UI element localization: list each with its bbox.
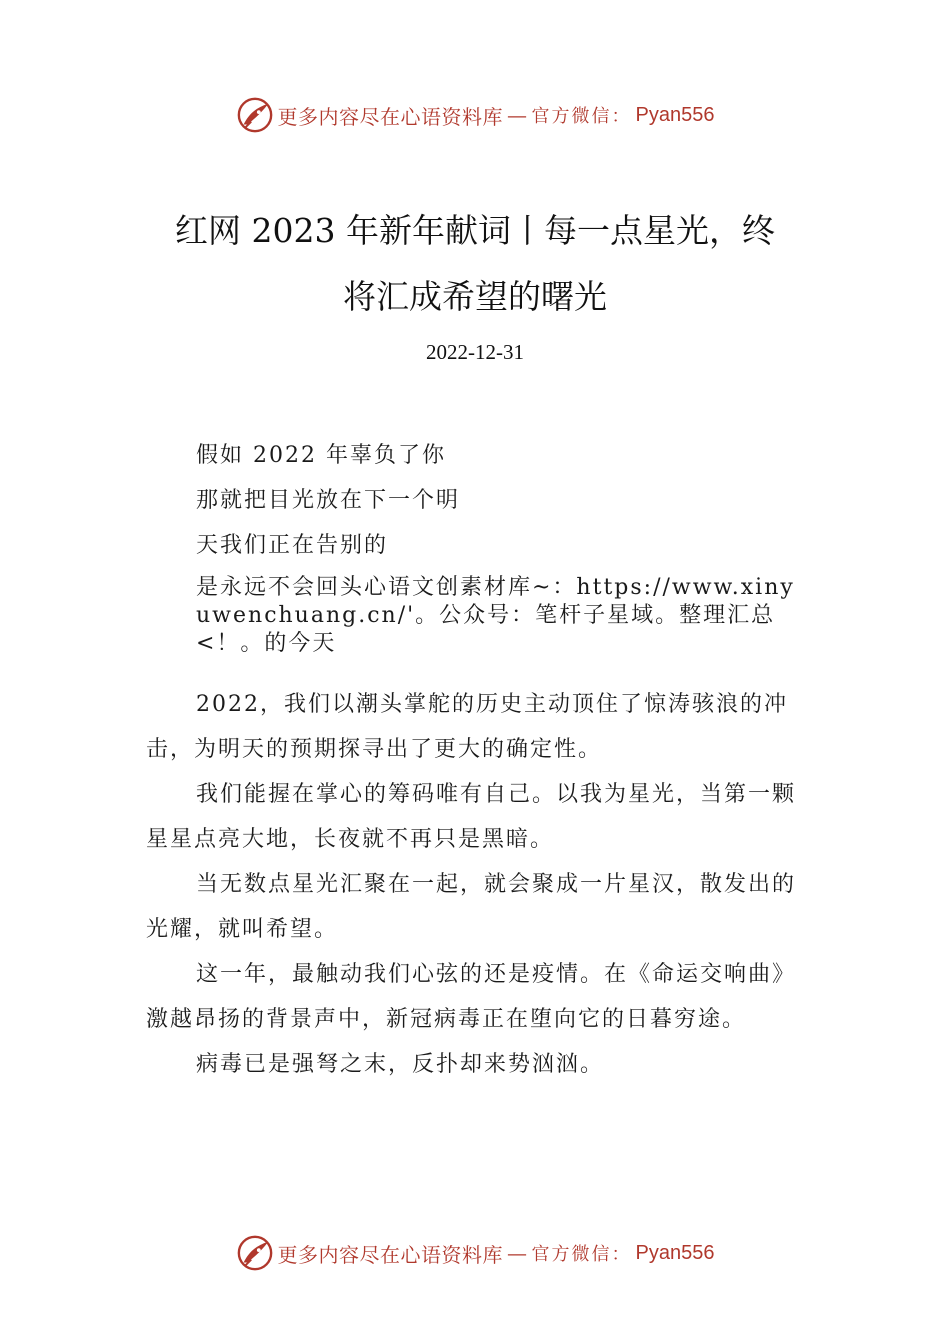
- footer-banner: [0, 1233, 950, 1273]
- title-line-1: 红网 2023 年新年献词丨每一点星光，终: [175, 211, 775, 250]
- paragraph: 病毒已是强弩之末，反扑却来势汹汹。: [196, 1052, 605, 1077]
- banner-wechat-label: 官方微信：: [531, 1244, 632, 1265]
- poem-line-with-link: 是永远不会回头心语文创素材库~：https://www.xinyuwenchuang.cn/'。公众号：笔杆子星域。整理汇总<！。的今天: [196, 575, 795, 656]
- banner-dash: —: [507, 1241, 528, 1265]
- pen-logo-icon: [236, 1234, 274, 1272]
- banner-text: 更多内容尽在心语资料库: [277, 1242, 504, 1267]
- article-body: [146, 433, 796, 1087]
- paragraph: 当无数点星光汇聚在一起，就会聚成一片星汉，散发出的光耀，就叫希望。: [146, 872, 797, 942]
- banner-dash: —: [507, 103, 528, 127]
- title-line-2: 将汇成希望的曙光: [343, 277, 607, 316]
- paragraph: 2022，我们以潮头掌舵的历史主动顶住了惊涛骇浪的冲击，为明天的预期探寻出了更大的确定性。: [146, 692, 788, 762]
- article-title: [140, 198, 810, 330]
- poem-line: 那就把目光放在下一个明: [196, 488, 461, 513]
- banner-wechat-id: Pyan556: [635, 103, 715, 126]
- header-banner: [0, 95, 950, 135]
- poem-line: 假如 2022 年辜负了你: [196, 443, 446, 468]
- article-date: 2022-12-31: [426, 340, 524, 364]
- banner-wechat-id: Pyan556: [635, 1241, 715, 1264]
- paragraph: 这一年，最触动我们心弦的还是疫情。在《命运交响曲》激越昂扬的背景声中，新冠病毒正在堕向它的日暮穷途。: [146, 962, 797, 1032]
- pen-logo-icon: [236, 96, 274, 134]
- banner-text: 更多内容尽在心语资料库: [277, 104, 504, 129]
- paragraph: 我们能握在掌心的筹码唯有自己。以我为星光，当第一颗星星点亮大地，长夜就不再只是黑暗。: [146, 782, 797, 852]
- banner-wechat-label: 官方微信：: [531, 106, 632, 127]
- poem-line: 天我们正在告别的: [196, 533, 389, 558]
